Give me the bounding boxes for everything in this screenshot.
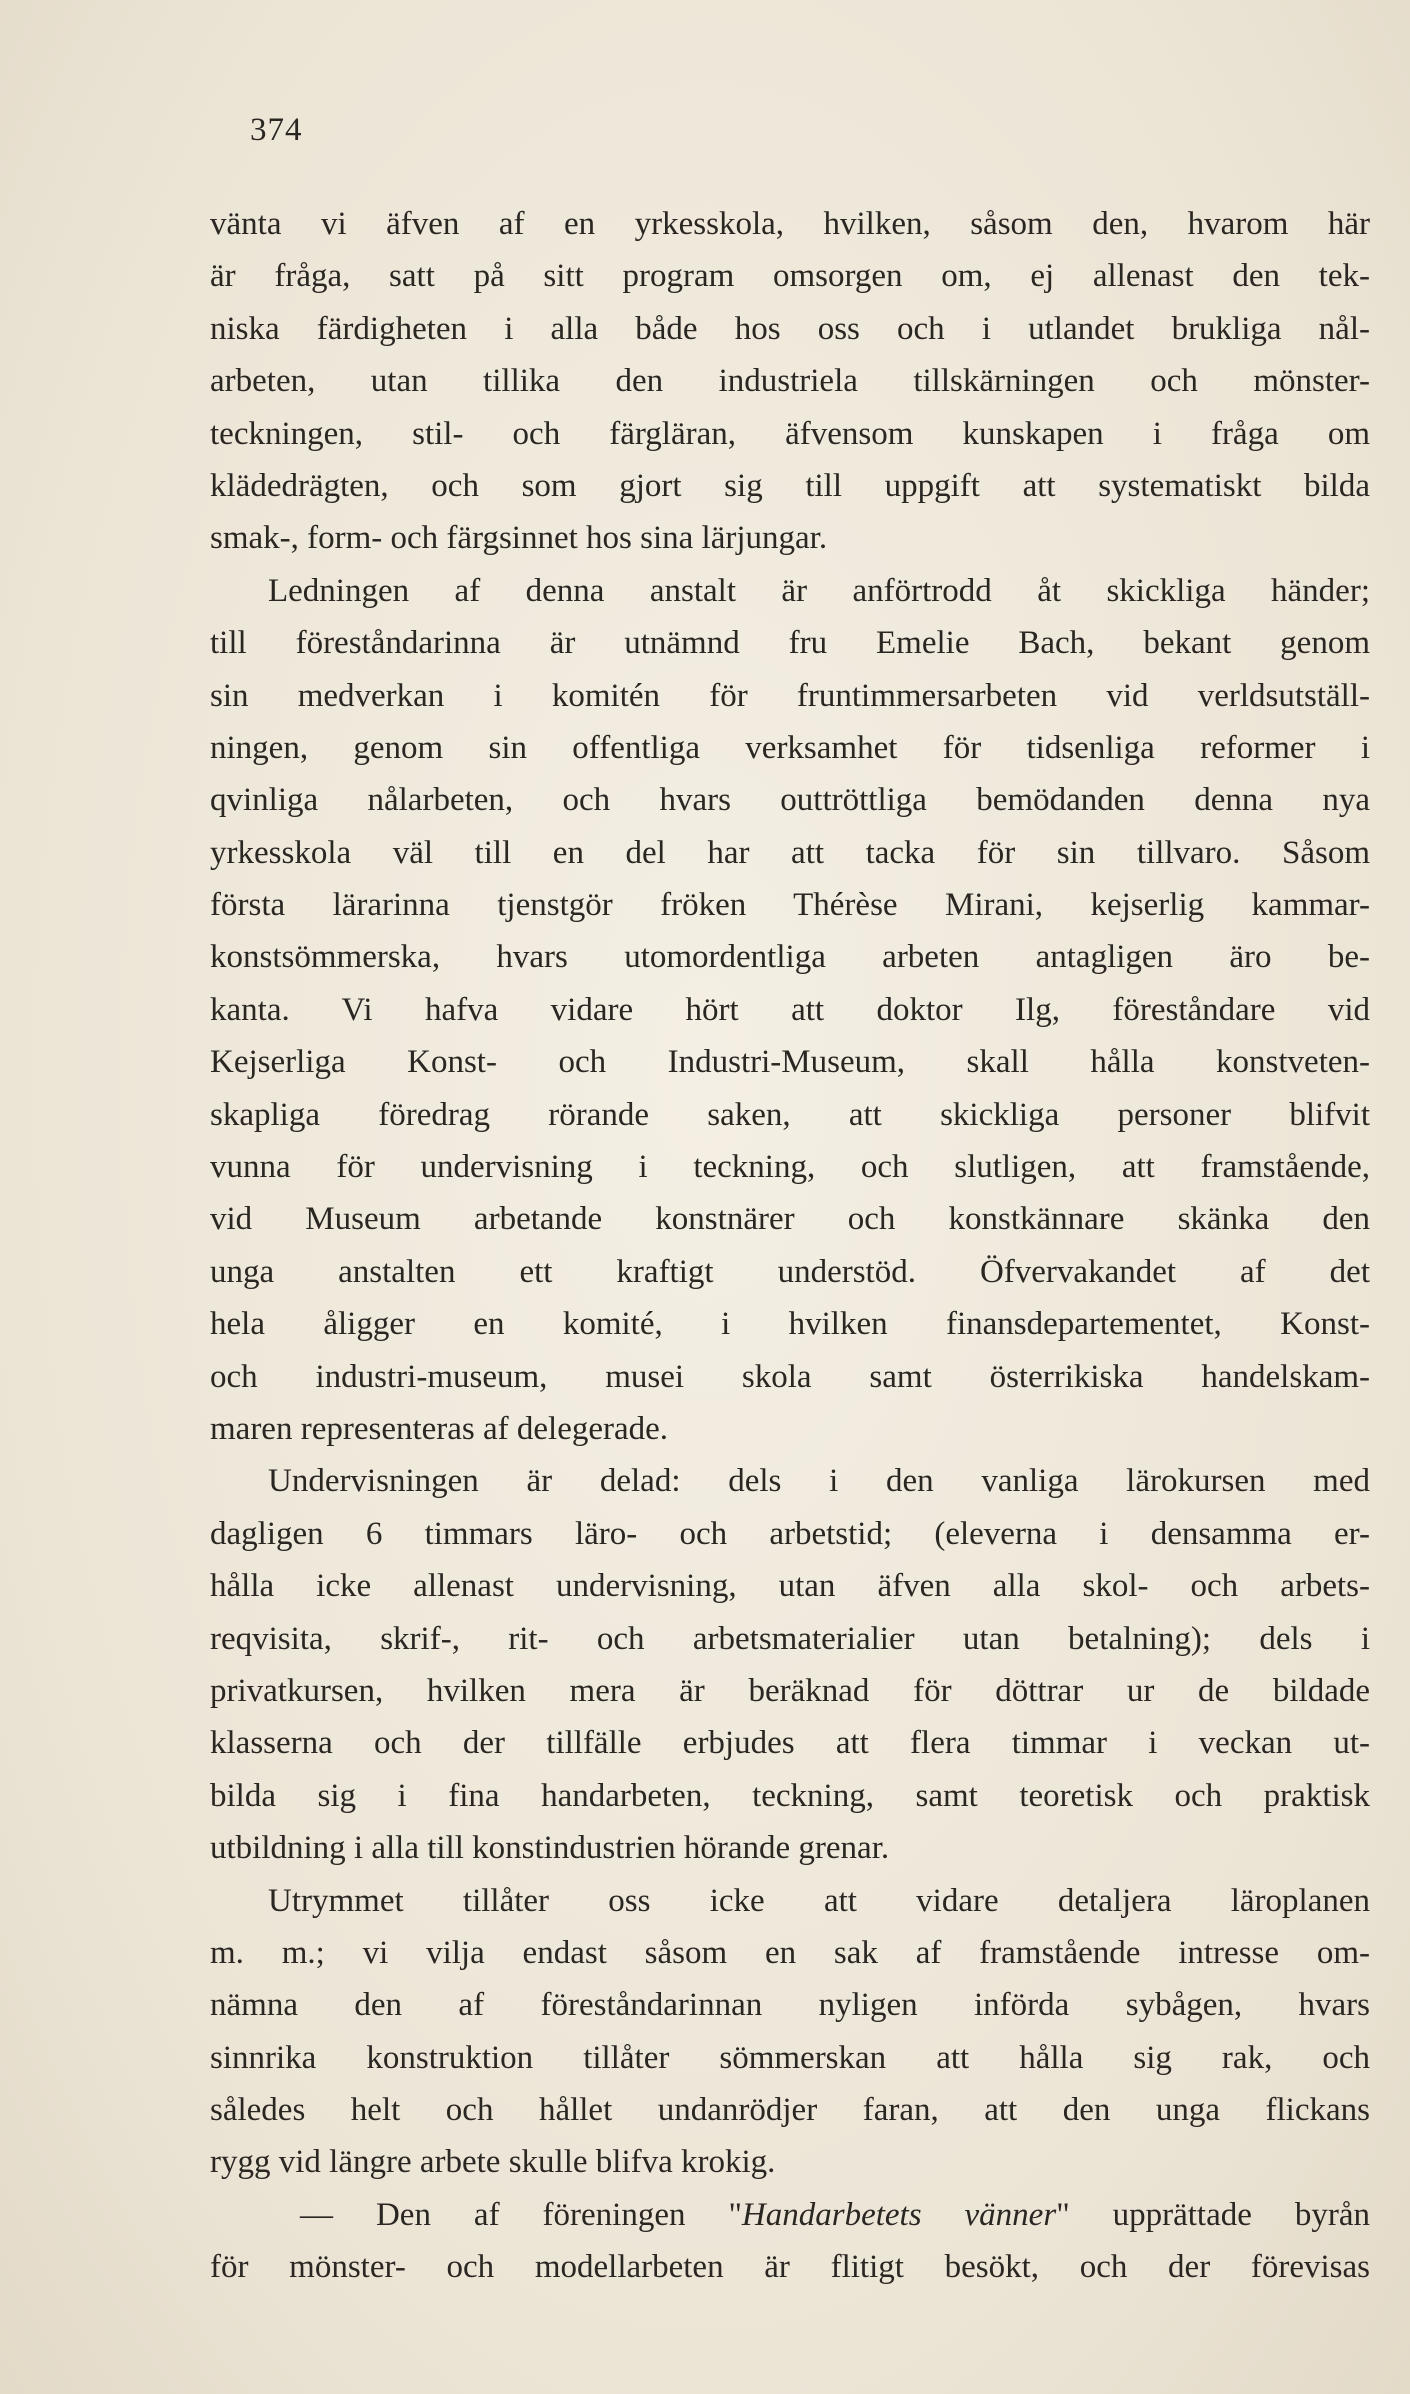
text-line: hela åligger en komité, i hvilken finansdepartementet, Konst- (210, 1306, 1370, 1343)
text-line: rygg vid längre arbete skulle blifva krokig. (210, 2144, 776, 2181)
paragraph-start-line: Utrymmet tillåter oss icke att vidare detaljera läroplanen (268, 1882, 1370, 1919)
text-line: reqvisita, skrif-, rit- och arbetsmaterialier utan betalning); dels i (210, 1620, 1370, 1657)
text-line: klädedrägten, och som gjort sig till uppgift att systematiskt bilda (210, 467, 1370, 504)
page-number: 374 (250, 112, 303, 148)
text-line: kanta. Vi hafva vidare hört att doktor Ilg, föreståndare vid (210, 991, 1370, 1028)
text-line: konstsömmerska, hvars utomordentliga arbeten antagligen äro be- (210, 939, 1370, 976)
text-line: unga anstalten ett kraftigt understöd. Öfvervakandet af det (210, 1253, 1370, 1290)
text-line: utbildning i alla till konstindustrien hörande grenar. (210, 1830, 890, 1867)
text-line: till föreståndarinna är utnämnd fru Emelie Bach, bekant genom (210, 625, 1370, 662)
text-line: dagligen 6 timmars läro- och arbetstid; (eleverna i densamma er- (210, 1515, 1370, 1552)
text-line: sinnrika konstruktion tillåter sömmerskan att hålla sig rak, och (210, 2039, 1370, 2076)
text-line: skapliga föredrag rörande saken, att skickliga personer blifvit (210, 1096, 1370, 1133)
text-line: m. m.; vi vilja endast såsom en sak af framstående intresse om- (210, 1934, 1370, 1971)
text-line: qvinliga nålarbeten, och hvars outtröttliga bemödanden denna nya (210, 782, 1370, 819)
final-line-end: " upprättade byrån (1056, 2196, 1371, 2233)
paragraph-start-line: Ledningen af denna anstalt är anförtrodd åt skickliga händer; (268, 572, 1370, 609)
text-line: smak-, form- och färgsinnet hos sina lärjungar. (210, 520, 828, 557)
text-line: maren representeras af delegerade. (210, 1410, 669, 1447)
final-line-start: — Den af föreningen " (300, 2196, 742, 2233)
text-line: nämna den af föreståndarinnan nyligen införda sybågen, hvars (210, 1987, 1370, 2024)
text-line: vunna för undervisning i teckning, och slutligen, att framstående, (210, 1149, 1370, 1186)
text-line: klasserna och der tillfälle erbjudes att flera timmar i veckan ut- (210, 1725, 1370, 1762)
text-line: niska färdigheten i alla både hos oss och i utlandet brukliga nål- (210, 310, 1370, 347)
text-line: och industri-museum, musei skola samt österrikiska handelskam- (210, 1358, 1370, 1395)
text-line: första lärarinna tjenstgör fröken Thérèse Mirani, kejserlig kammar- (210, 887, 1370, 924)
text-line: ningen, genom sin offentliga verksamhet för tidsenliga reformer i (210, 729, 1370, 766)
text-line: yrkesskola väl till en del har att tacka för sin tillvaro. Såsom (210, 834, 1370, 871)
text-line: bilda sig i fina handarbeten, teckning, samt teoretisk och praktisk (210, 1777, 1370, 1814)
paragraph-start-line: Undervisningen är delad: dels i den vanliga lärokursen med (268, 1463, 1370, 1500)
text-line: arbeten, utan tillika den industriela tillskärningen och mönster- (210, 363, 1370, 400)
text-line: för mönster- och modellarbeten är flitigt besökt, och der förevisas (210, 2249, 1370, 2286)
text-line: Kejserliga Konst- och Industri-Museum, skall hålla konstveten- (210, 1044, 1370, 1081)
paragraph-start-line (210, 2189, 1370, 2241)
text-line: vid Museum arbetande konstnärer och konstkännare skänka den (210, 1201, 1370, 1238)
society-name: Handarbetets vänner (741, 2196, 1057, 2233)
text-line: privatkursen, hvilken mera är beräknad för döttrar ur de bildade (210, 1672, 1370, 1709)
body-text (210, 198, 1370, 2294)
text-line: således helt och hållet undanrödjer faran, att den unga flickans (210, 2092, 1370, 2129)
text-line: sin medverkan i komitén för fruntimmersarbeten vid verldsutställ- (210, 677, 1370, 714)
text-line: är fråga, satt på sitt program omsorgen om, ej allenast den tek- (210, 258, 1370, 295)
text-line: teckningen, stil- och färgläran, äfvensom kunskapen i fråga om (210, 415, 1370, 452)
text-line: hålla icke allenast undervisning, utan äfven alla skol- och arbets- (210, 1568, 1370, 1605)
text-line: vänta vi äfven af en yrkesskola, hvilken, såsom den, hvarom här (210, 206, 1370, 242)
